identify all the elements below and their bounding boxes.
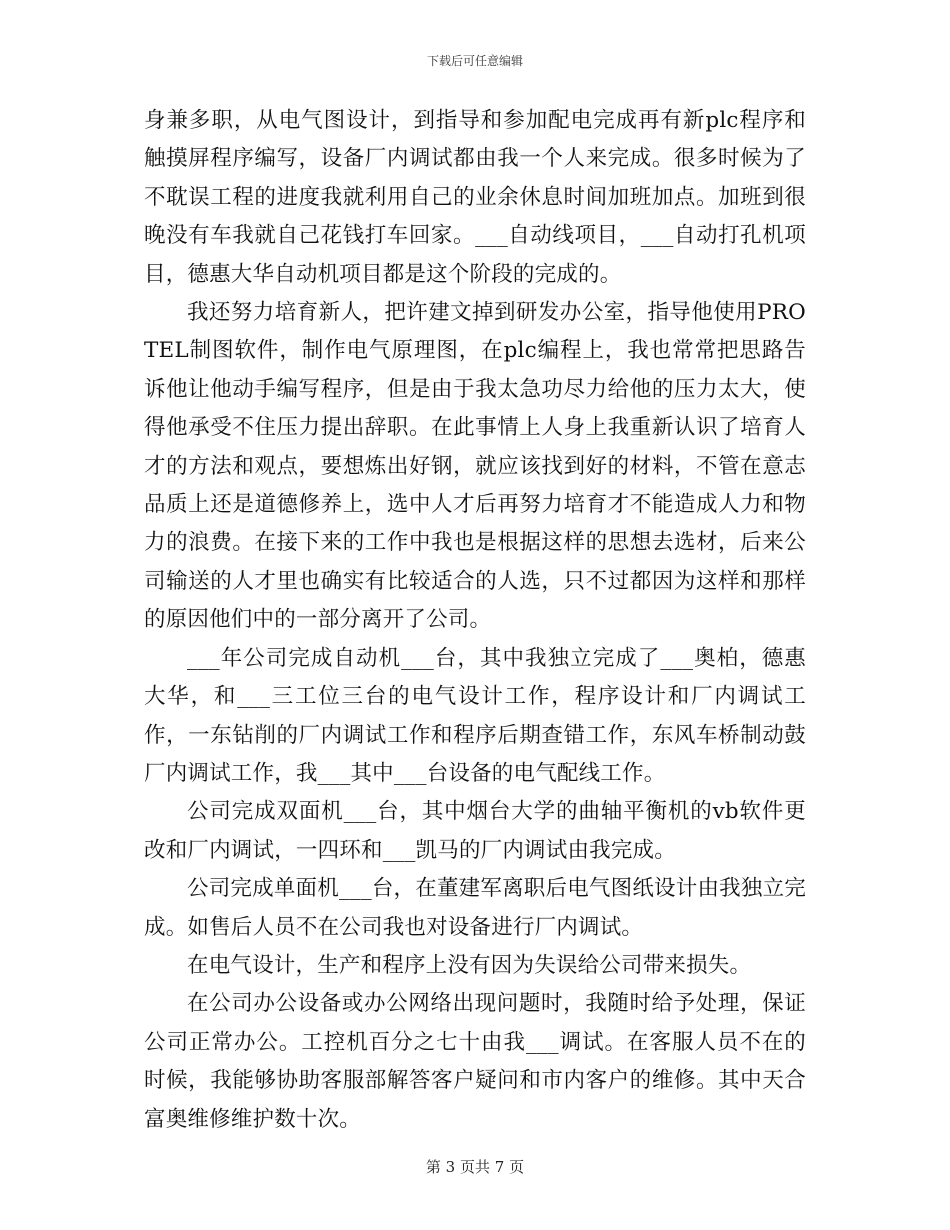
paragraph-2: 我还努力培育新人，把许建文掉到研发办公室，指导他使用PROTEL制图软件，制作电气原理图，在plc编程上，我也常常把思路告诉他让他动手编写程序，但是由于我太急功尽力给他的压力太大，使得他承受不住压力提出辞职。在此事情上人身上我重新认识了培育人才的方法和观点，要想炼出好钢，就应该找到好的材料，不管在意志品质上还是道德修养上，选中人才后再努力培育才不能造成人力和物力的浪费。在接下来的工作中我也是根据这样的思想去选材，后来公司输送的人才里也确实有比较适合的人选，只不过都因为这样和那样的原因他们中的一部分离开了公司。 [144,300,806,633]
paragraph-3: ___年公司完成自动机___台，其中我独立完成了___奥柏，德惠大华，和___三工位三台的电气设计工作，程序设计和厂内调试工作，一东钻削的厂内调试工作和程序后期查错工作，东风车桥制动鼓厂内调试工作，我___其中___台设备的电气配线工作。 [144,645,806,786]
page-number-footer: 第 3 页共 7 页 [425,1158,525,1176]
page-header: 下载后可任意编辑 [426,54,523,68]
paragraph-5: 公司完成单面机___台，在董建军离职后电气图纸设计由我独立完成。如售后人员不在公司我也对设备进行厂内调试。 [144,876,806,940]
document-body [144,102,806,1139]
paragraph-7: 在公司办公设备或办公网络出现问题时，我随时给予处理，保证公司正常办公。工控机百分之七十由我___调试。在客服人员不在的时候，我能够协助客服部解答客户疑问和市内客户的维修。其中天合富奥维修维护数十次。 [144,991,806,1132]
paragraph-1: 身兼多职，从电气图设计，到指导和参加配电完成再有新plc程序和触摸屏程序编写，设备厂内调试都由我一个人来完成。很多时候为了不耽误工程的进度我就利用自己的业余休息时间加班加点。加班到很晚没有车我就自己花钱打车回家。___自动线项目，___自动打孔机项目，德惠大华自动机项目都是这个阶段的完成的。 [144,108,806,287]
paragraph-6: 在电气设计，生产和程序上没有因为失误给公司带来损失。 [187,952,752,978]
paragraph-4: 公司完成双面机___台，其中烟台大学的曲轴平衡机的vb软件更改和厂内调试，一四环和___凯马的厂内调试由我完成。 [144,799,806,863]
